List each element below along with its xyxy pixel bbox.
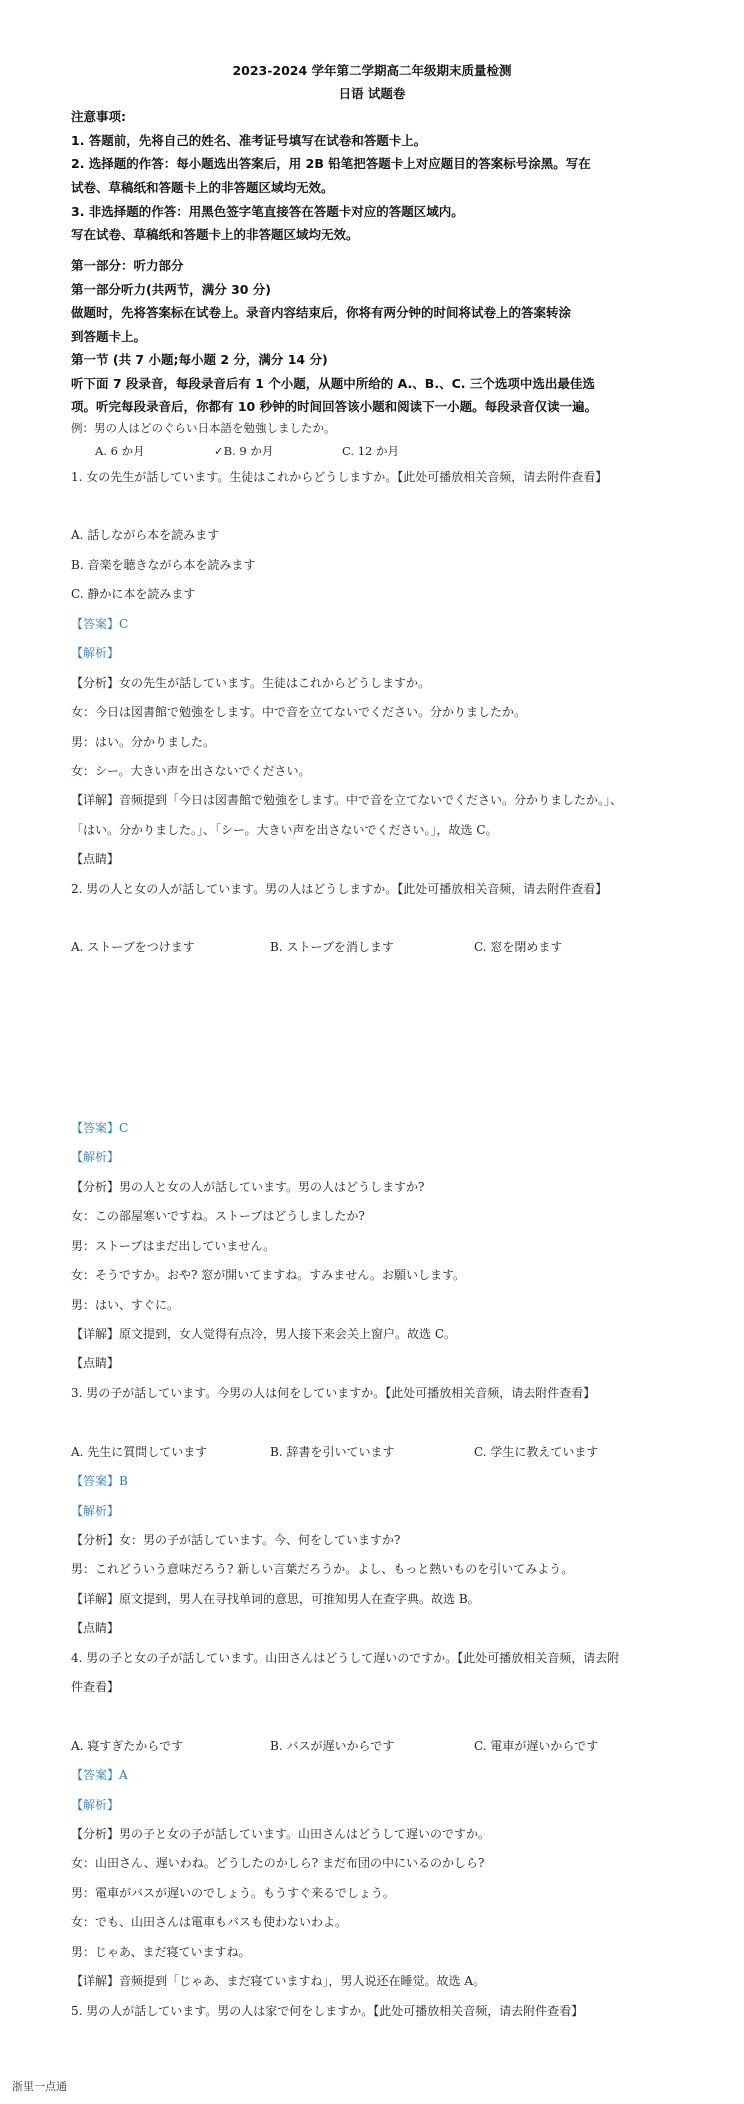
q4-detail: 【详解】音频提到「じゃあ、まだ寝ていますね」，男人说还在睡觉。故选 A。	[71, 1974, 486, 1988]
dialogue-line: 女：今日は図書館で勉強をします。中で音を立てないでください。分かりましたか。	[71, 705, 527, 719]
instruction-line: 到答题卡上。	[71, 329, 147, 344]
q3-analysis: 【分析】女：男の子が話しています。今、何をしていますか?	[71, 1533, 401, 1547]
q4-answer-label: 【答案】A	[71, 1768, 128, 1782]
q2-option-c: C. 窓を閉めます	[474, 940, 563, 954]
dialogue-line: 女：この部屋寒いですね。ストーブはどうしましたか?	[71, 1209, 365, 1223]
dialogue-line: 男：ストーブはまだ出していません。	[71, 1239, 276, 1253]
q2-option-a: A. ストーブをつけます	[71, 940, 195, 954]
q2-answer-label: 【答案】C	[71, 1121, 129, 1135]
dialogue-line: 男：これどういう意味だろう? 新しい言葉だろうか。よし、もっと熱いものを引いてみよう。	[71, 1562, 574, 1576]
notice-line: 1. 答题前，先将自己的姓名、准考证号填写在试卷和答题卡上。	[71, 133, 427, 148]
q1-detail: 「はい。分かりました。」、「シー。大きい声を出さないでください。」，故选 C。	[71, 823, 498, 837]
q1-answer-label: 【答案】C	[71, 617, 129, 631]
question-5: 5. 男の人が話しています。男の人は家で何をしますか。【此处可播放相关音频，请去附件查看】	[71, 2004, 584, 2018]
page-subtitle: 日语 试题卷	[338, 86, 406, 101]
notice-line: 写在试卷、草稿纸和答题卡上的非答题区域均无效。	[71, 227, 359, 242]
q3-analysis-label: 【解析】	[71, 1504, 120, 1518]
question-3: 3. 男の子が話しています。今男の人は何をしていますか。【此处可播放相关音频，请去附件查看】	[71, 1386, 596, 1400]
example-question: 例：男の人はどのぐらい日本語を勉強しましたか。	[71, 421, 336, 435]
question-1: 1. 女の先生が話しています。生徒はこれからどうしますか。【此处可播放相关音频，请去附件查看】	[71, 470, 608, 484]
q1-option-a: A. 話しながら本を読みます	[71, 528, 220, 542]
q1-analysis-label: 【解析】	[71, 646, 120, 660]
dialogue-line: 男：はい、すぐに。	[71, 1298, 180, 1312]
page-title: 2023-2024 学年第二学期高二年级期末质量检测	[232, 63, 512, 78]
example-option-c: C. 12 か月	[342, 444, 399, 458]
part-subheading: 第一部分听力(共两节，满分 30 分)	[71, 282, 272, 297]
q3-note-label: 【点睛】	[71, 1621, 120, 1635]
q1-option-b: B. 音楽を聴きながら本を読みます	[71, 558, 256, 572]
dialogue-line: 女：山田さん、遅いわね。どうしたのかしら? まだ布団の中にいるのかしら?	[71, 1856, 485, 1870]
q4-option-c: C. 電車が遅いからです	[474, 1739, 599, 1753]
notice-line: 3. 非选择题的作答：用黑色签字笔直接答在答题卡对应的答题区域内。	[71, 204, 464, 219]
q4-analysis-label: 【解析】	[71, 1798, 120, 1812]
instruction-line: 项。听完每段录音后，你都有 10 秒钟的时间回答该小题和阅读下一小题。每段录音仅读一遍。	[71, 399, 598, 414]
question-4-cont: 件查看】	[71, 1680, 120, 1694]
example-option-a: A. 6 か月	[95, 444, 145, 458]
q3-detail: 【详解】原文提到，男人在寻找单词的意思，可推知男人在查字典。故选 B。	[71, 1592, 480, 1606]
part-heading: 第一部分：听力部分	[71, 258, 184, 273]
question-4: 4. 男の子と女の子が話しています。山田さんはどうして遅いのですか。【此处可播放相关音频，请去附	[71, 1651, 620, 1665]
q2-note-label: 【点睛】	[71, 1356, 120, 1370]
dialogue-line: 女：そうですか。おや? 窓が開いてますね。すみません。お願いします。	[71, 1268, 466, 1282]
notice-line: 2. 选择题的作答：每小题选出答案后，用 2B 铅笔把答题卡上对应题目的答案标号涂黑。写在	[71, 156, 591, 171]
q1-option-c: C. 静かに本を読みます	[71, 587, 196, 601]
q2-option-b: B. ストーブを消します	[270, 940, 394, 954]
q3-option-c: C. 学生に教えています	[474, 1445, 599, 1459]
footer-watermark: 浙里一点通	[12, 2080, 67, 2093]
section-heading: 第一节 (共 7 小题;每小题 2 分，满分 14 分)	[71, 352, 328, 367]
q2-analysis-label: 【解析】	[71, 1150, 120, 1164]
dialogue-line: 女：でも、山田さんは電車もバスも使わないわよ。	[71, 1915, 348, 1929]
q3-answer-label: 【答案】B	[71, 1474, 128, 1488]
q4-option-b: B. バスが遅いからです	[270, 1739, 395, 1753]
instruction-line: 听下面 7 段录音，每段录音后有 1 个小题，从题中所给的 A.、B.、C. 三个选项中选出最佳选	[71, 376, 595, 391]
q1-detail: 【详解】音频提到「今日は図書館で勉強をします。中で音を立てないでください。分かりましたか。」、	[71, 793, 623, 807]
q2-detail: 【详解】原文提到，女人觉得有点冷，男人接下来会关上窗户。故选 C。	[71, 1327, 456, 1341]
notice-line: 试卷、草稿纸和答题卡上的非答题区域均无效。	[71, 180, 334, 195]
notice-heading: 注意事项:	[71, 109, 126, 124]
q3-option-a: A. 先生に質問しています	[71, 1445, 208, 1459]
question-2: 2. 男の人と女の人が話しています。男の人はどうしますか。【此处可播放相关音频，请去附件查看】	[71, 882, 608, 896]
dialogue-line: 男：電車がバスが遅いのでしょう。もうすぐ来るでしょう。	[71, 1886, 395, 1900]
dialogue-line: 女：シー。大きい声を出さないでください。	[71, 764, 311, 778]
q4-option-a: A. 寝すぎたからです	[71, 1739, 184, 1753]
q2-analysis: 【分析】男の人と女の人が話しています。男の人はどうしますか?	[71, 1180, 425, 1194]
q1-note-label: 【点睛】	[71, 852, 120, 866]
dialogue-line: 男：じゃあ、まだ寝ていますね。	[71, 1945, 251, 1959]
instruction-line: 做题时，先将答案标在试卷上。录音内容结束后，你将有两分钟的时间将试卷上的答案转涂	[71, 305, 572, 320]
example-option-b: ✓B. 9 か月	[214, 444, 274, 458]
dialogue-line: 男：はい。分かりました。	[71, 735, 216, 749]
q1-analysis: 【分析】女の先生が話しています。生徒はこれからどうしますか。	[71, 676, 431, 690]
q4-analysis: 【分析】男の子と女の子が話しています。山田さんはどうして遅いのですか。	[71, 1827, 491, 1841]
q3-option-b: B. 辞書を引いています	[270, 1445, 395, 1459]
